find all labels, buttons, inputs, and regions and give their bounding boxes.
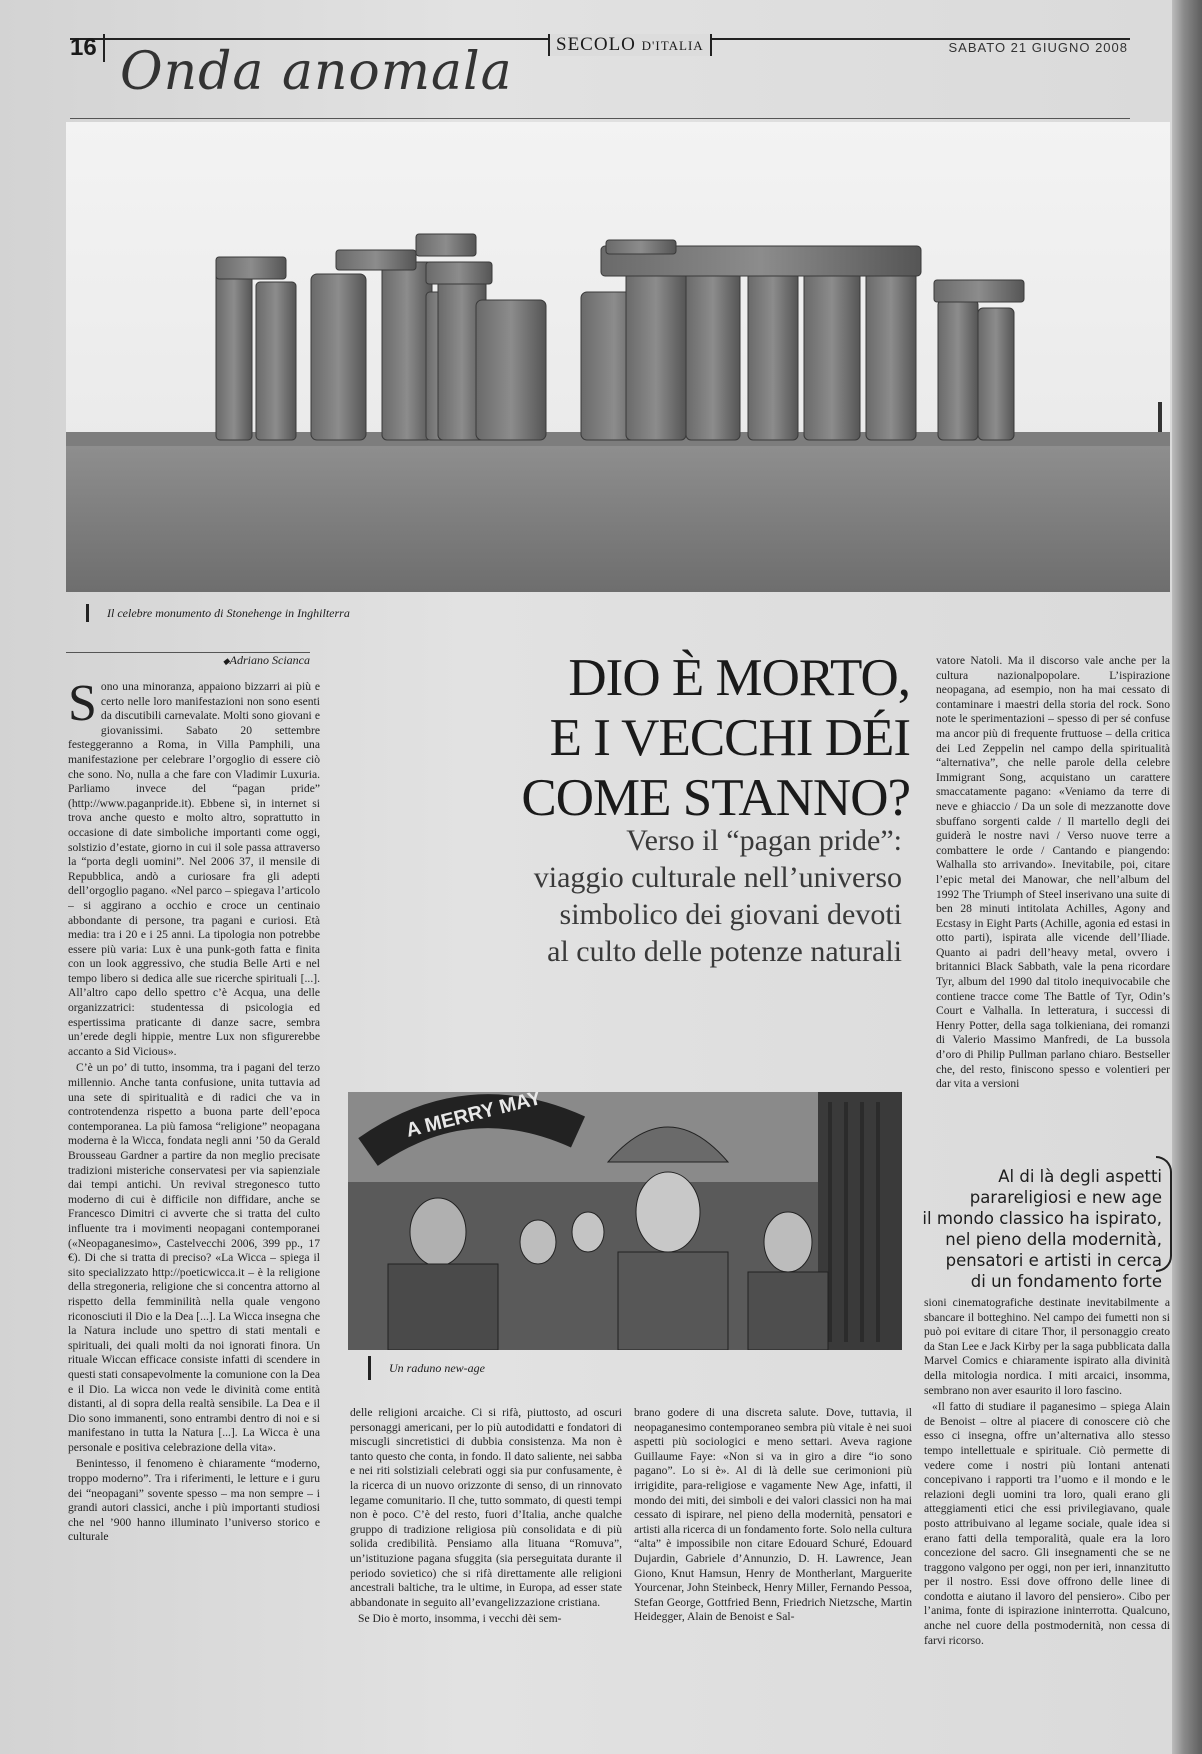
pull-quote-line-1: Al di là degli aspetti bbox=[998, 1167, 1162, 1186]
gathering-caption: Un raduno new-age bbox=[368, 1356, 485, 1380]
newspaper-name bbox=[548, 34, 712, 56]
paragraph: C’è un po’ di tutto, insomma, tra i pagani del terzo millennio. Anche tanta confusione, unita tuttavia ad una sete di spiritualità e di radici che va in controtendenza rispetto a buona parte dell’epoca contemporanea. La più famosa “religione” neopagana moderna è la Wicca, fondata negli anni ’50 da Gerald Brousseau Gardner a partire da non meglio precisate tradizioni misteriche conservatesi per via sapienziale dai tempi antichi. Un revival stregonesco tutto moderno di cui è difficile non diffidare, anche se Francesco Dimitri ci avverte che si tratta del culto influente tra i movimenti neopagani contemporanei («Neopaganesimo», Castelvecchi 2006, 399 pp., 17 €). Di che si tratta di preciso? «La Wicca – spiega il sito specializzato http://poeticwicca.it – è la religione della stregoneria, religione che si concentra attorno al rispetto della femminilità nella quale vengono riconosciuti il Dio e la Dea [...]. La Wicca insegna che la Natura include uno spettro di stati mentali e spirituali, dei quali molti da noi ignorati finora. Un rituale Wiccan efficace consiste infatti di scendere in questi stati consapevolmente la comunione con la Dea e il Dio. La wicca non vede le divinità come entità distanti, al di sopra della realtà sensibile. La Dea e il Dio sono immanenti, sono entrambi dentro di noi e si manifestano in tutta la Natura [...]. La Wicca è una personale e positiva celebrazione della vita». bbox=[68, 1061, 320, 1454]
section-title: Onda anomala bbox=[120, 42, 513, 102]
header-rule-lower bbox=[70, 118, 1130, 119]
subhead-line-4: al culto delle potenze naturali bbox=[547, 935, 902, 968]
newspaper-name-main: SECOLO bbox=[556, 34, 636, 55]
subhead-line-2: viaggio culturale nell’universo bbox=[533, 861, 902, 894]
pull-quote-line-6: di un fondamento forte bbox=[970, 1272, 1162, 1291]
subhead-line-3: simbolico dei giovani devoti bbox=[559, 898, 902, 931]
pull-quote-line-4: nel pieno della modernità, bbox=[945, 1230, 1162, 1249]
paragraph bbox=[68, 680, 320, 1059]
new-age-gathering-photo bbox=[348, 1092, 902, 1350]
page-number: 16 bbox=[70, 34, 105, 62]
paragraph: vatore Natoli. Ma il discorso vale anche per la cultura nazionalpopolare. L’ispirazione neopagana, ad esempio, non ha mai cessato di contaminare i maestri della storia del rock. Sono note le sperimentazioni – spesso di per sé confuse ma ancor più di frequente fruttuose – della critica dei Led Zeppelin nel campo della spiritualità “alternativa”, che nelle parole della celebre Immigrant Song, acquistano un carattere smaccatamente pagano: «Veniamo da terre di neve e ghiaccio / Da un sole di mezzanotte dove sbuffano sorgenti calde / Il martello degli dei guiderà le nostre navi / Verso nuove terre a combattere le orde / Cantando e piangendo: Walhalla sto arrivando». Inevitabile, poi, citare l’epic metal dei Manowar, che nell’album del 1992 The Triumph of Steel inserivano una suite di ben 28 minuti intitolata Achilles, Agony and Ecstasy in Eight Parts (Achille, agonia ed estasi in otto parti), ispirata alle vicende dell’Iliade. Quanto ai padri dell’heavy metal, ovvero i britannici Black Sabbath, vale la pena ricordare Tyr, album del 1990 dal titolo inequivocabile che contiene tracce come The Battle of Tyr, Odin’s Court e Valhalla. In letteratura, i successi di Henry Potter, della saga tolkieniana, dei romanzi di Valerio Massimo Manfredi, de La bussola d’oro di Philip Pullman parlano chiaro. Bestseller che, del resto, finiscono spesso e volentieri per dar vita a versioni bbox=[936, 654, 1170, 1091]
article-column-2 bbox=[350, 1406, 622, 1746]
page-binding-shadow bbox=[1172, 0, 1202, 1754]
article-column-4 bbox=[936, 654, 1170, 1116]
pull-quote-bracket bbox=[1156, 1156, 1172, 1272]
pull-quote-line-2: parareligiosi e new age bbox=[969, 1188, 1162, 1207]
article-subhead bbox=[420, 822, 902, 970]
author-name: ◆ Adriano Scianca bbox=[223, 653, 310, 667]
stonehenge-caption: Il celebre monumento di Stonehenge in Inghilterra bbox=[86, 604, 350, 622]
article-column-3 bbox=[634, 1406, 912, 1746]
issue-date: SABATO 21 GIUGNO 2008 bbox=[948, 40, 1128, 55]
pull-quote-line-5: pensatori e artisti in cerca bbox=[945, 1251, 1162, 1270]
banner-text: A MERRY MAY bbox=[403, 1092, 544, 1142]
article-column-1 bbox=[68, 680, 320, 1610]
pull-quote-line-3: il mondo classico ha ispirato, bbox=[922, 1209, 1162, 1228]
paragraph: Benintesso, il fenomeno è chiaramente “moderno, troppo moderno”. Tra i riferimenti, le letture e i guru dei “neopagani” sovente spesso – ma non sempre – i grandi autori classici, anche i più importanti studiosi che nel ’900 hanno illuminato l’universo storico e culturale bbox=[68, 1457, 320, 1544]
headline-line-3: COME STANNO? bbox=[521, 769, 910, 827]
author-byline bbox=[66, 652, 310, 668]
headline-line-2: E I VECCHI DÉI bbox=[549, 709, 910, 767]
paragraph: «Il fatto di studiare il paganesimo – spiega Alain de Benoist – oltre al piacere di conoscere ciò che esso ci insegna, offre un’alternativa allo stesso tempo intellettuale e spirituale. Ciò permette di vedere come i nostri più lontani antenati concepivano i rapporti tra l’uomo e il mondo e le relazioni degli uomini tra loro, quali erano gli atteggiamenti etici che essi privilegiavano, quale posto attribuivano al legame sociale, quale idea si erano fatti della temporalità, quale era la loro concezione del sacro. Gli insegnamenti che se ne traggono valgono per oggi, non per ieri, innanzitutto per il nostro. Essi dove offrono delle linee di condotta e aiutano il lavoro del pensiero». Cibo per l’anima, fonte di ispirazione ininterrotta. Qualcuno, anche nel cuore della postmodernità, non cessa di farvi ricorso. bbox=[924, 1400, 1170, 1647]
newspaper-name-small: D'ITALIA bbox=[641, 38, 704, 53]
standing-stones bbox=[216, 234, 1024, 440]
paragraph: sioni cinematografiche destinate inevitabilmente a sbancare il botteghino. Nel campo dei fumetti non si può poi evitare di citare Thor, il personaggio creato da Stan Lee e Jack Kirby per la saga pubblicata dalla Marvel Comics e chiaramente ispirato alla divinità della mitologia nordica. I miti arcaici, insomma, sembrano non aver esaurito il loro fascino. bbox=[924, 1296, 1170, 1397]
headline-line-1: DIO È MORTO, bbox=[568, 649, 910, 707]
subhead-line-1: Verso il “pagan pride”: bbox=[626, 824, 902, 857]
article-headline bbox=[440, 648, 910, 828]
gathering-illustration bbox=[348, 1092, 902, 1350]
pull-quote bbox=[880, 1166, 1172, 1292]
paragraph-text: ono una minoranza, appaiono bizzarri ai più e certo nelle loro manifestazioni non sono esenti da discutibili carnevalate. Molti sono giovani e giovanissimi. Sabato 20 settembre festeggeranno a Roma, in Villa Pamphili, una manifestazione per celebrare l’orgoglio di essere ciò che sono. No, nulla a che fare con Vladimir Luxuria. Parliamo invece del “pagan pride” (http://www.paganpride.it). Ebbene sì, in internet si trova anche questo e molto altro, soprattutto in occasione di date simboliche importanti come oggi, solstizio d’estate, giorno in cui il sole passa attraverso la “porta degli uomini”. Nel 2006 37, il mensile di Repubblica, andò a curiosare fra gli adepti dell’orgoglio pagano. «Nel parco – spiegava l’articolo – si aggirano a occhio e croce un centinaio abbondante di persone, tra pagani e curiosi. Età media: tra i 20 e i 25 anni. La tipologia non potrebbe essere più varia: Lux è una punk-goth fatta e finita con un look aggressivo, che studia Belle Arti e nel tempo libero si dedica alle sue ricerche spirituali [...]. All’altro capo dello spettro c’è Acqua, una delle organizzatrici: studentessa di psicologia ed espertissima praticante di danze sacre, sembra un’erede degli hippie, mentre Lux non sfigurerebbe accanto a Sid Vicious». bbox=[68, 680, 320, 1058]
article-column-5 bbox=[924, 1296, 1170, 1736]
drop-cap: S bbox=[68, 680, 97, 732]
paragraph: delle religioni arcaiche. Ci si rifà, piuttosto, ad oscuri personaggi americani, per lo più autodidatti e fondatori di miscugli sincretistici di dubbia consistenza. Ma non è tanto questo che conta, in fondo. Il dato saliente, nei sabba e nei riti solstiziali celebrati oggi sia pur confusamente, è la ricerca di un nuovo orizzonte di senso, di un rinnovato legame comunitario. Il che, tutto sommato, di questi tempi non è poco. C’è del resto, fuori d’Italia, anche qualche gruppo di tradizione religiosa più consolidata e di più solida credibilità. Pensiamo alla lituana “Romuva”, un’istituzione pagana sfuggita (sia perseguitata durante il periodo sovietico) che si rifà direttamente alle religioni ancestrali baltiche, tra le ultime, in Europa, ad esser state abbandonate in seguito all’evangelizzazione cristiana. bbox=[350, 1406, 622, 1609]
stonehenge-photo bbox=[66, 122, 1170, 592]
paragraph: brano godere di una discreta salute. Dove, tuttavia, il neopaganesimo contemporaneo sembra più vitale è nei suoi aspetti più sociologici e meno settari. Aveva ragione Guillaume Faye: «Non si va in giro a dire “io sono pagano”. Lo si è». Al di là delle sue cerimonioni più irrigidite, para-religiose e vagamente New Age, infatti, il mondo dei miti, dei simboli e dei valori classici non ha mai cessato di ispirare, nel pieno della modernità, pensatori e artisti alla ricerca di un fondamento forte. Solo nella cultura “alta” è impossibile non citare Edouard Schuré, Edouard Dujardin, Gabriele d’Annunzio, D. H. Lawrence, Jean Giono, Knut Hamsun, Henry de Montherlant, Marguerite Yourcenar, John Steinbeck, Henry Miller, Fernando Pessoa, Stefan George, Gottfried Benn, Friedrich Nietzsche, Martin Heidegger, Alain de Benoist e Sal- bbox=[634, 1406, 912, 1624]
stonehenge-illustration bbox=[66, 122, 1170, 592]
paragraph: Se Dio è morto, insomma, i vecchi dèi sem- bbox=[358, 1612, 562, 1626]
